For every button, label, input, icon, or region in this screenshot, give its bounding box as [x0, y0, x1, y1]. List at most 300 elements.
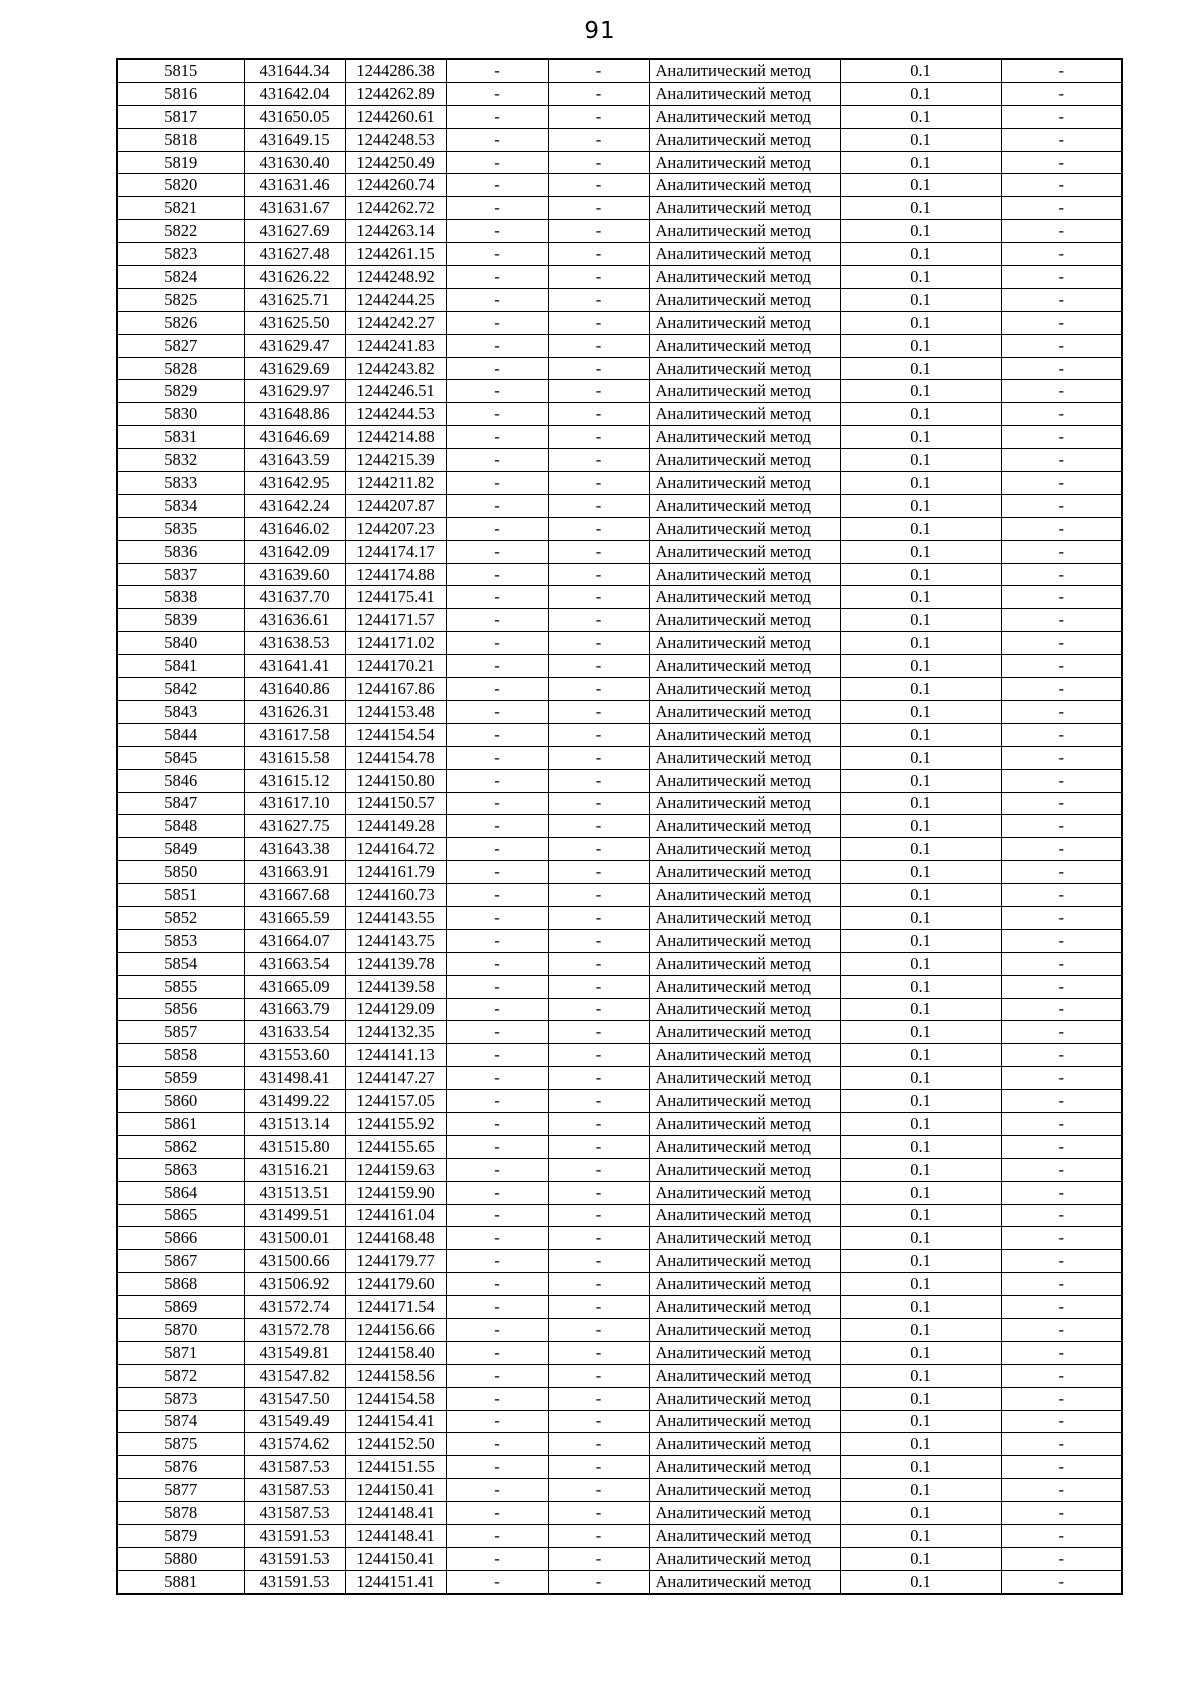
method-cell: Аналитический метод	[649, 1021, 840, 1044]
table-row	[117, 197, 1122, 220]
accuracy-cell: 0.1	[840, 1296, 1001, 1319]
x-coordinate-cell: 431646.69	[244, 426, 345, 449]
dash-cell-1: -	[446, 861, 548, 884]
dash-cell-1: -	[446, 151, 548, 174]
y-coordinate-cell: 1244263.14	[345, 220, 446, 243]
dash-cell-3: -	[1001, 1044, 1122, 1067]
x-coordinate-cell: 431643.59	[244, 449, 345, 472]
dash-cell-1: -	[446, 998, 548, 1021]
x-coordinate-cell: 431642.04	[244, 82, 345, 105]
accuracy-cell: 0.1	[840, 449, 1001, 472]
x-coordinate-cell: 431500.66	[244, 1250, 345, 1273]
dash-cell-1: -	[446, 357, 548, 380]
y-coordinate-cell: 1244244.53	[345, 403, 446, 426]
dash-cell-2: -	[548, 838, 649, 861]
accuracy-cell: 0.1	[840, 838, 1001, 861]
dash-cell-2: -	[548, 1273, 649, 1296]
x-coordinate-cell: 431626.22	[244, 266, 345, 289]
y-coordinate-cell: 1244151.55	[345, 1456, 446, 1479]
method-cell: Аналитический метод	[649, 426, 840, 449]
y-coordinate-cell: 1244161.79	[345, 861, 446, 884]
accuracy-cell: 0.1	[840, 952, 1001, 975]
page-number: 91	[584, 18, 616, 44]
dash-cell-2: -	[548, 243, 649, 266]
y-coordinate-cell: 1244143.55	[345, 906, 446, 929]
y-coordinate-cell: 1244286.38	[345, 59, 446, 82]
y-coordinate-cell: 1244170.21	[345, 655, 446, 678]
y-coordinate-cell: 1244250.49	[345, 151, 446, 174]
dash-cell-1: -	[446, 334, 548, 357]
dash-cell-3: -	[1001, 1570, 1122, 1593]
dash-cell-2: -	[548, 449, 649, 472]
method-cell: Аналитический метод	[649, 540, 840, 563]
y-coordinate-cell: 1244246.51	[345, 380, 446, 403]
y-coordinate-cell: 1244244.25	[345, 288, 446, 311]
y-coordinate-cell: 1244148.41	[345, 1525, 446, 1548]
dash-cell-1: -	[446, 403, 548, 426]
table-row	[117, 952, 1122, 975]
accuracy-cell: 0.1	[840, 1112, 1001, 1135]
y-coordinate-cell: 1244139.78	[345, 952, 446, 975]
dash-cell-2: -	[548, 563, 649, 586]
table-row	[117, 998, 1122, 1021]
accuracy-cell: 0.1	[840, 1227, 1001, 1250]
accuracy-cell: 0.1	[840, 1181, 1001, 1204]
table-row	[117, 792, 1122, 815]
y-coordinate-cell: 1244149.28	[345, 815, 446, 838]
y-coordinate-cell: 1244243.82	[345, 357, 446, 380]
dash-cell-3: -	[1001, 266, 1122, 289]
dash-cell-3: -	[1001, 1433, 1122, 1456]
dash-cell-2: -	[548, 311, 649, 334]
y-coordinate-cell: 1244174.88	[345, 563, 446, 586]
table-row	[117, 128, 1122, 151]
method-cell: Аналитический метод	[649, 609, 840, 632]
dash-cell-1: -	[446, 1044, 548, 1067]
dash-cell-1: -	[446, 975, 548, 998]
x-coordinate-cell: 431633.54	[244, 1021, 345, 1044]
accuracy-cell: 0.1	[840, 1204, 1001, 1227]
table-row	[117, 334, 1122, 357]
point-number-cell: 5866	[117, 1227, 244, 1250]
point-number-cell: 5816	[117, 82, 244, 105]
y-coordinate-cell: 1244248.92	[345, 266, 446, 289]
dash-cell-3: -	[1001, 540, 1122, 563]
dash-cell-1: -	[446, 197, 548, 220]
dash-cell-3: -	[1001, 1479, 1122, 1502]
dash-cell-3: -	[1001, 632, 1122, 655]
dash-cell-2: -	[548, 1067, 649, 1090]
x-coordinate-cell: 431663.91	[244, 861, 345, 884]
accuracy-cell: 0.1	[840, 1341, 1001, 1364]
x-coordinate-cell: 431572.74	[244, 1296, 345, 1319]
accuracy-cell: 0.1	[840, 1158, 1001, 1181]
y-coordinate-cell: 1244157.05	[345, 1090, 446, 1113]
x-coordinate-cell: 431629.97	[244, 380, 345, 403]
dash-cell-2: -	[548, 1135, 649, 1158]
table-row	[117, 906, 1122, 929]
y-coordinate-cell: 1244155.92	[345, 1112, 446, 1135]
accuracy-cell: 0.1	[840, 678, 1001, 701]
method-cell: Аналитический метод	[649, 174, 840, 197]
accuracy-cell: 0.1	[840, 334, 1001, 357]
accuracy-cell: 0.1	[840, 105, 1001, 128]
dash-cell-3: -	[1001, 861, 1122, 884]
y-coordinate-cell: 1244179.77	[345, 1250, 446, 1273]
method-cell: Аналитический метод	[649, 792, 840, 815]
method-cell: Аналитический метод	[649, 1250, 840, 1273]
table-row	[117, 243, 1122, 266]
table-row	[117, 1090, 1122, 1113]
point-number-cell: 5834	[117, 494, 244, 517]
method-cell: Аналитический метод	[649, 746, 840, 769]
dash-cell-3: -	[1001, 1181, 1122, 1204]
method-cell: Аналитический метод	[649, 494, 840, 517]
y-coordinate-cell: 1244159.63	[345, 1158, 446, 1181]
dash-cell-3: -	[1001, 563, 1122, 586]
table-row	[117, 1112, 1122, 1135]
dash-cell-1: -	[446, 1090, 548, 1113]
method-cell: Аналитический метод	[649, 1112, 840, 1135]
method-cell: Аналитический метод	[649, 403, 840, 426]
accuracy-cell: 0.1	[840, 426, 1001, 449]
dash-cell-1: -	[446, 1341, 548, 1364]
method-cell: Аналитический метод	[649, 105, 840, 128]
point-number-cell: 5818	[117, 128, 244, 151]
method-cell: Аналитический метод	[649, 1547, 840, 1570]
x-coordinate-cell: 431631.67	[244, 197, 345, 220]
y-coordinate-cell: 1244171.57	[345, 609, 446, 632]
accuracy-cell: 0.1	[840, 472, 1001, 495]
table-row	[117, 700, 1122, 723]
x-coordinate-cell: 431617.58	[244, 723, 345, 746]
point-number-cell: 5854	[117, 952, 244, 975]
accuracy-cell: 0.1	[840, 1135, 1001, 1158]
dash-cell-1: -	[446, 494, 548, 517]
dash-cell-2: -	[548, 655, 649, 678]
point-number-cell: 5842	[117, 678, 244, 701]
y-coordinate-cell: 1244150.57	[345, 792, 446, 815]
point-number-cell: 5831	[117, 426, 244, 449]
table-row	[117, 1479, 1122, 1502]
accuracy-cell: 0.1	[840, 746, 1001, 769]
method-cell: Аналитический метод	[649, 815, 840, 838]
y-coordinate-cell: 1244215.39	[345, 449, 446, 472]
dash-cell-1: -	[446, 426, 548, 449]
dash-cell-3: -	[1001, 678, 1122, 701]
y-coordinate-cell: 1244214.88	[345, 426, 446, 449]
dash-cell-1: -	[446, 540, 548, 563]
dash-cell-1: -	[446, 1364, 548, 1387]
dash-cell-1: -	[446, 1204, 548, 1227]
table-row	[117, 1318, 1122, 1341]
dash-cell-3: -	[1001, 243, 1122, 266]
dash-cell-1: -	[446, 792, 548, 815]
accuracy-cell: 0.1	[840, 403, 1001, 426]
point-number-cell: 5835	[117, 517, 244, 540]
dash-cell-3: -	[1001, 1364, 1122, 1387]
x-coordinate-cell: 431513.14	[244, 1112, 345, 1135]
dash-cell-1: -	[446, 884, 548, 907]
point-number-cell: 5857	[117, 1021, 244, 1044]
dash-cell-1: -	[446, 678, 548, 701]
dash-cell-2: -	[548, 288, 649, 311]
point-number-cell: 5821	[117, 197, 244, 220]
dash-cell-3: -	[1001, 1021, 1122, 1044]
point-number-cell: 5820	[117, 174, 244, 197]
x-coordinate-cell: 431637.70	[244, 586, 345, 609]
x-coordinate-cell: 431500.01	[244, 1227, 345, 1250]
accuracy-cell: 0.1	[840, 586, 1001, 609]
accuracy-cell: 0.1	[840, 1273, 1001, 1296]
dash-cell-2: -	[548, 128, 649, 151]
point-number-cell: 5859	[117, 1067, 244, 1090]
table-row	[117, 929, 1122, 952]
dash-cell-2: -	[548, 1433, 649, 1456]
point-number-cell: 5869	[117, 1296, 244, 1319]
x-coordinate-cell: 431625.50	[244, 311, 345, 334]
y-coordinate-cell: 1244242.27	[345, 311, 446, 334]
dash-cell-2: -	[548, 1456, 649, 1479]
dash-cell-1: -	[446, 586, 548, 609]
dash-cell-1: -	[446, 1021, 548, 1044]
dash-cell-1: -	[446, 746, 548, 769]
dash-cell-3: -	[1001, 1204, 1122, 1227]
method-cell: Аналитический метод	[649, 1204, 840, 1227]
x-coordinate-cell: 431587.53	[244, 1502, 345, 1525]
point-number-cell: 5822	[117, 220, 244, 243]
x-coordinate-cell: 431615.12	[244, 769, 345, 792]
dash-cell-1: -	[446, 1318, 548, 1341]
table-row	[117, 1410, 1122, 1433]
x-coordinate-cell: 431549.49	[244, 1410, 345, 1433]
dash-cell-3: -	[1001, 128, 1122, 151]
point-number-cell: 5849	[117, 838, 244, 861]
accuracy-cell: 0.1	[840, 1364, 1001, 1387]
dash-cell-1: -	[446, 1525, 548, 1548]
x-coordinate-cell: 431591.53	[244, 1525, 345, 1548]
point-number-cell: 5843	[117, 700, 244, 723]
method-cell: Аналитический метод	[649, 1273, 840, 1296]
dash-cell-3: -	[1001, 426, 1122, 449]
dash-cell-1: -	[446, 1181, 548, 1204]
accuracy-cell: 0.1	[840, 220, 1001, 243]
y-coordinate-cell: 1244150.41	[345, 1547, 446, 1570]
table-row	[117, 884, 1122, 907]
accuracy-cell: 0.1	[840, 380, 1001, 403]
table-row	[117, 151, 1122, 174]
dash-cell-3: -	[1001, 1296, 1122, 1319]
dash-cell-1: -	[446, 220, 548, 243]
x-coordinate-cell: 431615.58	[244, 746, 345, 769]
point-number-cell: 5832	[117, 449, 244, 472]
x-coordinate-cell: 431667.68	[244, 884, 345, 907]
method-cell: Аналитический метод	[649, 517, 840, 540]
table-row	[117, 174, 1122, 197]
method-cell: Аналитический метод	[649, 884, 840, 907]
dash-cell-2: -	[548, 792, 649, 815]
method-cell: Аналитический метод	[649, 82, 840, 105]
point-number-cell: 5861	[117, 1112, 244, 1135]
accuracy-cell: 0.1	[840, 540, 1001, 563]
x-coordinate-cell: 431643.38	[244, 838, 345, 861]
y-coordinate-cell: 1244262.89	[345, 82, 446, 105]
point-number-cell: 5874	[117, 1410, 244, 1433]
dash-cell-3: -	[1001, 723, 1122, 746]
dash-cell-3: -	[1001, 792, 1122, 815]
dash-cell-3: -	[1001, 472, 1122, 495]
dash-cell-3: -	[1001, 929, 1122, 952]
coordinates-table-body	[117, 59, 1122, 1594]
dash-cell-2: -	[548, 540, 649, 563]
dash-cell-3: -	[1001, 494, 1122, 517]
x-coordinate-cell: 431639.60	[244, 563, 345, 586]
method-cell: Аналитический метод	[649, 1479, 840, 1502]
table-row	[117, 769, 1122, 792]
accuracy-cell: 0.1	[840, 1502, 1001, 1525]
y-coordinate-cell: 1244207.87	[345, 494, 446, 517]
accuracy-cell: 0.1	[840, 723, 1001, 746]
y-coordinate-cell: 1244154.54	[345, 723, 446, 746]
y-coordinate-cell: 1244151.41	[345, 1570, 446, 1593]
dash-cell-1: -	[446, 1433, 548, 1456]
y-coordinate-cell: 1244155.65	[345, 1135, 446, 1158]
dash-cell-2: -	[548, 334, 649, 357]
accuracy-cell: 0.1	[840, 311, 1001, 334]
x-coordinate-cell: 431642.24	[244, 494, 345, 517]
point-number-cell: 5877	[117, 1479, 244, 1502]
dash-cell-3: -	[1001, 1067, 1122, 1090]
table-row	[117, 1341, 1122, 1364]
method-cell: Аналитический метод	[649, 128, 840, 151]
dash-cell-2: -	[548, 1296, 649, 1319]
x-coordinate-cell: 431625.71	[244, 288, 345, 311]
table-row	[117, 655, 1122, 678]
method-cell: Аналитический метод	[649, 1570, 840, 1593]
y-coordinate-cell: 1244156.66	[345, 1318, 446, 1341]
method-cell: Аналитический метод	[649, 1456, 840, 1479]
dash-cell-2: -	[548, 998, 649, 1021]
table-row	[117, 472, 1122, 495]
table-row	[117, 723, 1122, 746]
table-row	[117, 1570, 1122, 1593]
accuracy-cell: 0.1	[840, 151, 1001, 174]
y-coordinate-cell: 1244148.41	[345, 1502, 446, 1525]
x-coordinate-cell: 431664.07	[244, 929, 345, 952]
table-row	[117, 746, 1122, 769]
accuracy-cell: 0.1	[840, 906, 1001, 929]
dash-cell-1: -	[446, 929, 548, 952]
dash-cell-3: -	[1001, 449, 1122, 472]
table-row	[117, 1181, 1122, 1204]
dash-cell-2: -	[548, 1387, 649, 1410]
method-cell: Аналитический метод	[649, 586, 840, 609]
method-cell: Аналитический метод	[649, 197, 840, 220]
table-row	[117, 838, 1122, 861]
y-coordinate-cell: 1244179.60	[345, 1273, 446, 1296]
point-number-cell: 5855	[117, 975, 244, 998]
accuracy-cell: 0.1	[840, 1456, 1001, 1479]
accuracy-cell: 0.1	[840, 243, 1001, 266]
dash-cell-2: -	[548, 1227, 649, 1250]
table-row	[117, 678, 1122, 701]
x-coordinate-cell: 431547.50	[244, 1387, 345, 1410]
y-coordinate-cell: 1244153.48	[345, 700, 446, 723]
table-row	[117, 1227, 1122, 1250]
dash-cell-1: -	[446, 1570, 548, 1593]
dash-cell-2: -	[548, 494, 649, 517]
accuracy-cell: 0.1	[840, 700, 1001, 723]
dash-cell-1: -	[446, 128, 548, 151]
x-coordinate-cell: 431515.80	[244, 1135, 345, 1158]
dash-cell-1: -	[446, 266, 548, 289]
method-cell: Аналитический метод	[649, 769, 840, 792]
point-number-cell: 5864	[117, 1181, 244, 1204]
dash-cell-2: -	[548, 1044, 649, 1067]
table-row	[117, 311, 1122, 334]
x-coordinate-cell: 431648.86	[244, 403, 345, 426]
x-coordinate-cell: 431665.09	[244, 975, 345, 998]
accuracy-cell: 0.1	[840, 1387, 1001, 1410]
dash-cell-2: -	[548, 517, 649, 540]
x-coordinate-cell: 431644.34	[244, 59, 345, 82]
accuracy-cell: 0.1	[840, 82, 1001, 105]
method-cell: Аналитический метод	[649, 151, 840, 174]
table-row	[117, 1525, 1122, 1548]
point-number-cell: 5868	[117, 1273, 244, 1296]
table-row	[117, 494, 1122, 517]
accuracy-cell: 0.1	[840, 998, 1001, 1021]
accuracy-cell: 0.1	[840, 769, 1001, 792]
point-number-cell: 5879	[117, 1525, 244, 1548]
x-coordinate-cell: 431587.53	[244, 1456, 345, 1479]
dash-cell-1: -	[446, 105, 548, 128]
dash-cell-2: -	[548, 1502, 649, 1525]
point-number-cell: 5875	[117, 1433, 244, 1456]
point-number-cell: 5839	[117, 609, 244, 632]
accuracy-cell: 0.1	[840, 357, 1001, 380]
method-cell: Аналитический метод	[649, 975, 840, 998]
table-row	[117, 815, 1122, 838]
point-number-cell: 5840	[117, 632, 244, 655]
point-number-cell: 5847	[117, 792, 244, 815]
dash-cell-3: -	[1001, 151, 1122, 174]
method-cell: Аналитический метод	[649, 723, 840, 746]
point-number-cell: 5870	[117, 1318, 244, 1341]
dash-cell-2: -	[548, 1112, 649, 1135]
x-coordinate-cell: 431553.60	[244, 1044, 345, 1067]
accuracy-cell: 0.1	[840, 1067, 1001, 1090]
table-row	[117, 563, 1122, 586]
method-cell: Аналитический метод	[649, 1135, 840, 1158]
table-row	[117, 1158, 1122, 1181]
table-row	[117, 609, 1122, 632]
table-row	[117, 1250, 1122, 1273]
dash-cell-3: -	[1001, 906, 1122, 929]
x-coordinate-cell: 431547.82	[244, 1364, 345, 1387]
accuracy-cell: 0.1	[840, 655, 1001, 678]
dash-cell-3: -	[1001, 220, 1122, 243]
point-number-cell: 5858	[117, 1044, 244, 1067]
dash-cell-2: -	[548, 884, 649, 907]
dash-cell-3: -	[1001, 1158, 1122, 1181]
y-coordinate-cell: 1244141.13	[345, 1044, 446, 1067]
dash-cell-2: -	[548, 906, 649, 929]
dash-cell-2: -	[548, 1204, 649, 1227]
method-cell: Аналитический метод	[649, 357, 840, 380]
table-row	[117, 1433, 1122, 1456]
x-coordinate-cell: 431626.31	[244, 700, 345, 723]
